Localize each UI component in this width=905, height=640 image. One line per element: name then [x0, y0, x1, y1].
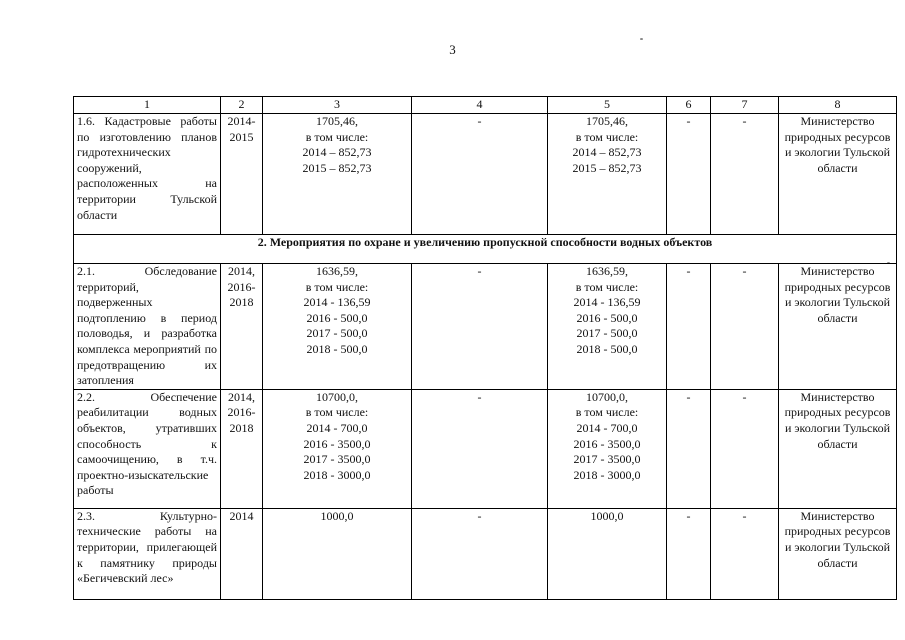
col6-cell: -	[667, 114, 711, 235]
regional-funding-cell	[548, 389, 667, 508]
page-number: 3	[449, 42, 456, 57]
measures-table	[73, 96, 897, 600]
header-cell: 2	[221, 97, 263, 114]
funding-line: 1000,0	[590, 508, 624, 523]
funding-line: 2016 - 3500,0	[303, 436, 371, 451]
funding-line: 2016 - 500,0	[306, 310, 368, 325]
col6-cell: -	[667, 508, 711, 599]
funding-total-cell	[263, 389, 412, 508]
table-row	[74, 114, 897, 235]
funding-line: 10700,0,	[316, 389, 358, 404]
regional-funding-cell	[548, 508, 667, 599]
funding-line: 2018 - 500,0	[306, 341, 368, 356]
regional-funding-cell	[548, 114, 667, 235]
funding-line: 1636,59,	[316, 264, 358, 278]
funding-line: 2014 - 700,0	[306, 420, 368, 435]
col7-cell: -	[711, 264, 779, 390]
period-cell: 2014	[221, 508, 263, 599]
funding-line: 2016 - 3500,0	[573, 436, 641, 451]
regional-funding-cell	[548, 264, 667, 390]
section-row	[74, 235, 897, 264]
col4-cell: -	[412, 389, 548, 508]
funding-line: в том числе:	[305, 405, 369, 420]
executor-cell: Министерство природных ресурсов и экологии Тульской области	[779, 114, 897, 235]
funding-line: 1636,59,	[586, 264, 628, 278]
col4-cell: -	[412, 264, 548, 390]
funding-line: 1000,0	[320, 508, 354, 523]
funding-line: в том числе:	[305, 279, 369, 294]
col7-cell: -	[711, 389, 779, 508]
table-row	[74, 508, 897, 599]
header-row	[74, 97, 897, 114]
funding-line: 10700,0,	[586, 389, 628, 404]
funding-line: в том числе:	[575, 405, 639, 420]
header-cell: 5	[548, 97, 667, 114]
funding-line: 1705,46,	[316, 114, 358, 128]
funding-line: 2014 – 852,73	[302, 145, 372, 160]
header-cell: 3	[263, 97, 412, 114]
funding-line: в том числе:	[575, 279, 639, 294]
executor-cell: Министерство природных ресурсов и экологии Тульской области	[779, 389, 897, 508]
col6-cell: -	[667, 264, 711, 390]
col7-cell: -	[711, 114, 779, 235]
funding-line: 2018 - 3000,0	[303, 467, 371, 482]
funding-line: 1705,46,	[586, 114, 628, 128]
funding-total-cell	[263, 264, 412, 390]
period-cell: 2014, 2016-2018	[221, 264, 263, 390]
header-cell: 7	[711, 97, 779, 114]
executor-cell: Министерство природных ресурсов и экологии Тульской области	[779, 508, 897, 599]
header-cell: 1	[74, 97, 221, 114]
funding-line: 2014 – 852,73	[572, 145, 642, 160]
funding-line: в том числе:	[305, 129, 369, 144]
funding-line: 2017 - 3500,0	[303, 452, 371, 467]
funding-total-cell	[263, 114, 412, 235]
scan-speck	[640, 38, 643, 40]
table-row	[74, 264, 897, 390]
col4-cell: -	[412, 508, 548, 599]
header-cell: 8	[779, 97, 897, 114]
col6-cell: -	[667, 389, 711, 508]
col7-cell: -	[711, 508, 779, 599]
funding-line: 2014 - 136,59	[303, 295, 371, 310]
period-cell: 2014-2015	[221, 114, 263, 235]
funding-total-cell	[263, 508, 412, 599]
table-row	[74, 389, 897, 508]
col4-cell: -	[412, 114, 548, 235]
funding-line: в том числе:	[575, 129, 639, 144]
funding-line: 2015 – 852,73	[302, 160, 372, 175]
funding-line: 2017 - 500,0	[306, 326, 368, 341]
funding-line: 2014 - 136,59	[573, 295, 641, 310]
funding-line: 2018 - 3000,0	[573, 467, 641, 482]
measure-description: 2.2. Обеспечение реабилитации водных объектов, утративших способность к самоочищению, в т.ч. проектно-изыскательские работы	[74, 389, 221, 508]
executor-cell: Министерство природных ресурсов и экологии Тульской области	[779, 264, 897, 390]
funding-line: 2018 - 500,0	[576, 341, 638, 356]
funding-line: 2017 - 3500,0	[573, 452, 641, 467]
funding-line: 2014 - 700,0	[576, 420, 638, 435]
header-cell: 4	[412, 97, 548, 114]
measure-description: 1.6. Кадастровые работы по изготовлению планов гидротехнических сооружений, расположенных на территории Тульской области	[74, 114, 221, 235]
measure-description: 2.3. Культурно-технические работы на территории, прилегающей к памятнику природы «Бегичевский лес»	[74, 508, 221, 599]
funding-line: 2016 - 500,0	[576, 310, 638, 325]
header-cell: 6	[667, 97, 711, 114]
funding-line: 2017 - 500,0	[576, 326, 638, 341]
section-title: 2. Мероприятия по охране и увеличению пропускной способности водных объектов	[74, 235, 897, 264]
funding-line: 2015 – 852,73	[572, 160, 642, 175]
measure-description: 2.1. Обследование территорий, подверженных подтоплению в период половодья, и разработка комплекса мероприятий по предотвращению их затопления	[74, 264, 221, 390]
period-cell: 2014, 2016-2018	[221, 389, 263, 508]
